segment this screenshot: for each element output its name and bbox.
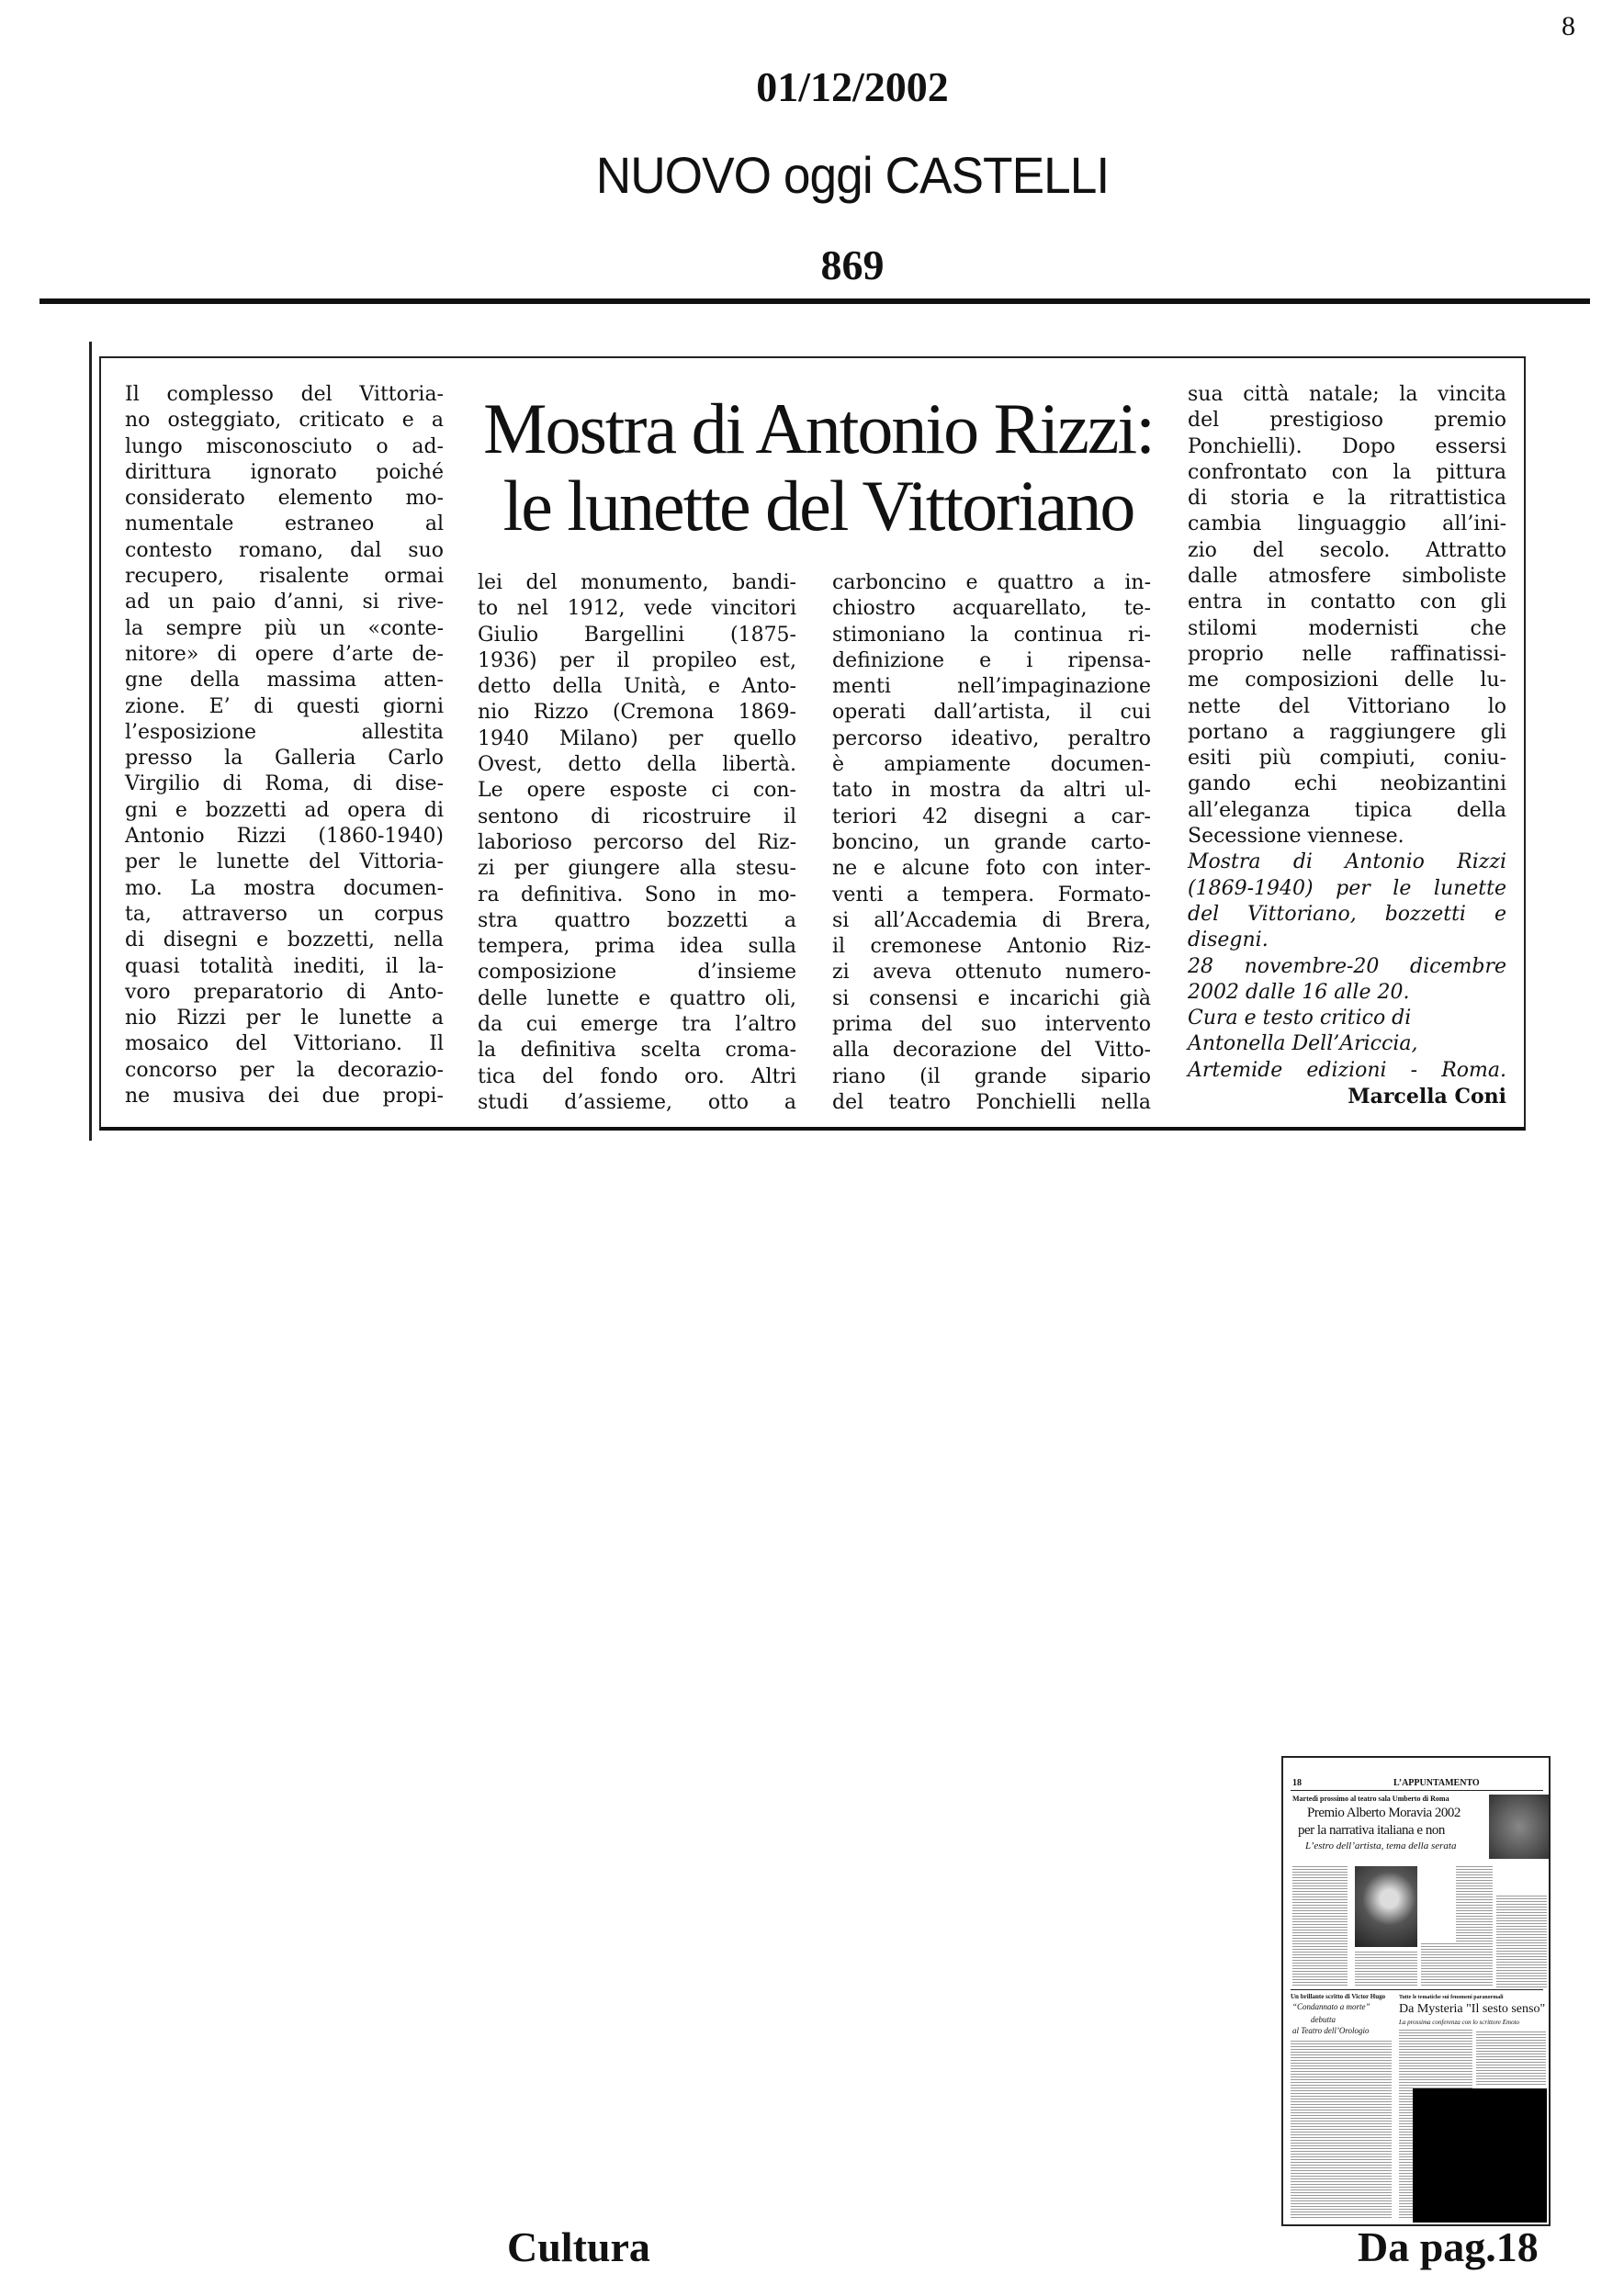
text-line: voro preparatorio di Anto- [125,980,444,1004]
text-line: proprio nelle raffinatissi- [1188,642,1506,666]
thumb-kicker-2: Un brillante scritto di Victor Hugo [1291,1993,1386,2000]
text-line: 28 novembre-20 dicembre [1188,954,1506,978]
text-line: recupero, risalente ormai [125,565,444,589]
text-line: Antonella Dell’Ariccia, [1188,1032,1418,1056]
text-line: per le lunette del Vittoria- [125,850,444,874]
text-line: Giulio Bargellini (1875- [478,623,796,647]
page-number: 8 [1562,11,1575,41]
text-line: tempera, prima idea sulla [478,935,796,959]
thumb-headline-3c: al Teatro dell’Orologio [1292,2026,1370,2035]
text-line: quasi totalità inediti, il la- [125,954,444,978]
text-line: nette del Vittoriano lo [1188,694,1506,718]
text-line: lungo misconosciuto o ad- [125,434,444,458]
text-line: zio del secolo. Attratto [1188,538,1506,562]
thumb-page: 18 [1292,1778,1302,1788]
thumb-portrait-photo [1355,1866,1417,1947]
text-line: chiostro acquarellato, te- [832,597,1151,621]
text-line: stra quattro bozzetti a [478,908,796,932]
text-line: tato in mostra da altri ul- [832,779,1151,803]
text-line: contesto romano, dal suo [125,538,444,562]
text-line: (1869-1940) per le lunette [1188,876,1506,900]
thumb-headline-3b: debutta [1311,2015,1336,2024]
title-line-2: le lunette del Vittoriano [502,466,1134,546]
text-line: laborioso percorso del Riz- [478,830,796,854]
text-line: tica del fondo oro. Altri [478,1064,796,1088]
text-line: studi d’assieme, otto a [478,1090,796,1114]
text-line: riano (il grande sipario [832,1064,1151,1088]
text-line: nio Rizzo (Cremona 1869- [478,701,796,725]
thumb-black-block [1413,2088,1547,2223]
title-line-1: Mostra di Antonio Rizzi: [483,388,1154,468]
text-line: Cura e testo critico di [1188,1007,1412,1030]
text-line: di storia e la ritrattistica [1188,487,1506,511]
text-line: presso la Galleria Carlo [125,747,444,771]
text-line: cambia linguaggio all’ini- [1188,512,1506,536]
clip-date: 01/12/2002 [756,63,949,110]
text-line: la sempre più un «conte- [125,616,444,640]
text-line: disegni. [1188,929,1269,952]
text-line: 2002 dalle 16 alle 20. [1188,980,1410,1004]
text-line: entra in contatto con gli [1188,591,1506,614]
text-line: si all’Accademia di Brera, [832,908,1151,932]
text-line: del prestigioso premio [1188,409,1506,433]
text-line: boncino, un grande carto- [832,830,1151,854]
text-line: considerato elemento mo- [125,487,444,511]
text-line: no osteggiato, criticato e a [125,409,444,433]
text-line: carboncino e quattro a in- [832,571,1151,594]
text-line: nio Rizzi per le lunette a [125,1007,444,1030]
section-label: Cultura [507,2223,650,2270]
text-line: Virgilio di Roma, di dise- [125,772,444,796]
article-author: Marcella Coni [1348,1085,1506,1109]
text-line: detto della Unità, e Anto- [478,675,796,699]
text-line: delle lunette e quattro oli, [478,986,796,1010]
text-line: teriori 42 disegni a car- [832,805,1151,828]
text-line: Mostra di Antonio Rizzi [1188,850,1506,874]
article-column-4 [1188,382,1506,1109]
text-line: 1936) per il propileo est, [478,648,796,672]
text-line: gni e bozzetti ad opera di [125,798,444,822]
text-line: Secessione viennese. [1188,825,1404,849]
text-line: me composizioni delle lu- [1188,669,1506,692]
text-line: del teatro Ponchielli nella [832,1090,1151,1114]
text-line: di disegni e bozzetti, nella [125,929,444,952]
text-line: ra definitiva. Sono in mo- [478,883,796,906]
text-line: composizione d’insieme [478,961,796,985]
text-line: Ovest, detto della libertà. [478,753,796,777]
text-line: ne musiva dei due propi- [125,1085,444,1109]
text-line: esiti più compiuti, coniu- [1188,747,1506,771]
text-line: 1940 Milano) per quello [478,726,796,750]
thumb-kicker: Martedì prossimo al teatro sala Umberto di Roma [1292,1795,1449,1803]
text-line: operati dall’artista, il cui [832,701,1151,725]
text-line: stimoniano la continua ri- [832,623,1151,647]
thumb-kicker-3: Tutte le tematiche sui fenomeni paranormali [1399,1995,1504,2000]
text-line: mo. La mostra documen- [125,876,444,900]
text-line: Ponchielli). Dopo essersi [1188,434,1506,458]
text-line: gne della massima atten- [125,669,444,692]
text-line: zi per giungere alla stesu- [478,857,796,881]
text-line: dirittura ignorato poiché [125,460,444,484]
text-line: portano a raggiungere gli [1188,720,1506,744]
text-line: Il complesso del Vittoria- [125,383,444,406]
text-line: stilomi modernisti che [1188,616,1506,640]
text-line: ad un paio d’anni, si rive- [125,591,444,614]
text-line: venti a tempera. Formato- [832,883,1151,906]
text-line: menti nell’impaginazione [832,675,1151,699]
article-title [432,390,1205,545]
text-line: zi aveva ottenuto numero- [832,961,1151,985]
clip-margin-line [89,342,92,1141]
text-line: lei del monumento, bandi- [478,571,796,594]
text-line: gando echi neobizantini [1188,772,1506,796]
thumb-headline-4: Da Mysteria "Il sesto senso" [1399,2002,1546,2016]
article-column-2 [478,570,796,1116]
header-divider [39,298,1590,304]
thumb-masthead: L’APPUNTAMENTO [1393,1778,1480,1788]
article-column-3 [832,570,1151,1116]
text-line: prima del suo intervento [832,1013,1151,1037]
text-line: all’eleganza tipica della [1188,798,1506,822]
text-line: sentono di ricostruire il [478,805,796,828]
text-line: definizione e i ripensa- [832,648,1151,672]
text-line: sua città natale; la vincita [1188,383,1506,406]
text-line: del Vittoriano, bozzetti e [1188,902,1506,926]
text-line: numentale estraneo al [125,512,444,536]
text-line: è ampiamente documen- [832,753,1151,777]
text-line: nitore» di opere d’arte de- [125,642,444,666]
text-line: concorso per la decorazio- [125,1058,444,1082]
text-line: si consensi e incarichi già [832,986,1151,1010]
clip-number: 869 [820,242,885,288]
thumb-headline-2: per la narrativa italiana e non [1298,1823,1445,1838]
text-line: alla decorazione del Vitto- [832,1039,1151,1063]
text-line: zione. E’ di questi giorni [125,694,444,718]
text-line: Antonio Rizzi (1860-1940) [125,825,444,849]
thumb-subhead: L’estro dell’artista, tema della serata [1305,1840,1457,1851]
text-line: mosaico del Vittoriano. Il [125,1032,444,1056]
thumb-photo-top [1489,1795,1550,1859]
article-column-1 [125,382,444,1109]
text-line: ta, attraverso un corpus [125,902,444,926]
text-line: confrontato con la pittura [1188,460,1506,484]
text-line: l’esposizione allestita [125,720,444,744]
text-line: Artemide edizioni - Roma. [1188,1058,1506,1082]
text-line: da cui emerge tra l’altro [478,1013,796,1037]
text-line: il cremonese Antonio Riz- [832,935,1151,959]
text-line: to nel 1912, vede vincitori [478,597,796,621]
source-page-thumbnail [1281,1756,1551,2226]
text-line: dalle atmosfere simboliste [1188,565,1506,589]
text-line: percorso ideativo, peraltro [832,726,1151,750]
source-page-label: Da pag.18 [1358,2223,1539,2270]
text-line: ne e alcune foto con inter- [832,857,1151,881]
thumb-headline-1: Premio Alberto Moravia 2002 [1307,1806,1460,1820]
text-line: Le opere esposte ci con- [478,779,796,803]
thumb-subhead-4: La prossima conferenza con lo scrittore Emoto [1399,2019,1520,2026]
text-line: la definitiva scelta croma- [478,1039,796,1063]
thumb-headline-3: “Condannato a morte” [1292,2002,1370,2011]
newspaper-name: NUOVO oggi CASTELLI [595,146,1110,204]
